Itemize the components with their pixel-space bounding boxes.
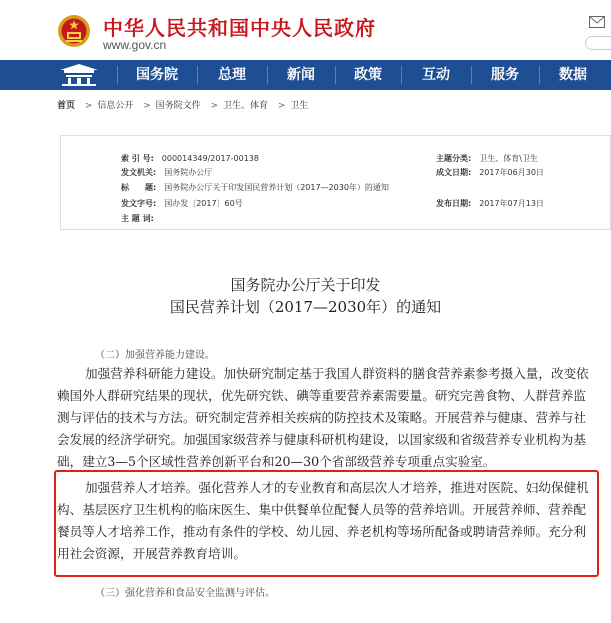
info-label: 成文日期: <box>436 168 472 177</box>
info-label: 索 引 号: <box>121 154 154 163</box>
page-title: 国务院办公厅关于印发 <box>230 276 381 294</box>
info-value: 2017年07月13日 <box>479 199 544 208</box>
breadcrumb <box>57 98 310 111</box>
breadcrumb-health-sports[interactable]: 卫生、体育 <box>222 101 268 111</box>
mail-icon[interactable] <box>589 16 605 28</box>
info-issuer <box>121 167 212 178</box>
info-value: 卫生、体育\卫生 <box>479 154 538 163</box>
article-paragraph: 加强营养科研能力建设。加快研究制定基于我国人群资料的膳食营养素参考摄入量，改变依赖国外人群研究结果的现状，优先研究铁、碘等重要营养素需要量。研究完善食物、人群营养监测与评估的技术与方法。研究制定营养相关疾病的防控技术及策略。开展营养与健康、营养与社会发展的经济学研究。加强国家级营养与健康科研机构建设，以国家级和省级营养专业机构为基础，建立3—5个区域性营养创新平台和20—30个省部级营养专项重点实验室。 <box>57 366 589 469</box>
info-label: 标 题: <box>121 183 157 192</box>
chevron-right-icon: > <box>143 101 151 111</box>
site-header <box>0 0 611 58</box>
nav-item-interaction[interactable]: 互动 <box>422 67 450 83</box>
breadcrumb-info-disclosure[interactable]: 信息公开 <box>97 101 134 111</box>
breadcrumb-home[interactable]: 首页 <box>57 101 76 111</box>
chevron-right-icon: > <box>277 101 286 111</box>
info-doc-number <box>121 198 243 209</box>
info-value: 国务院办公厅关于印发国民营养计划（2017—2030年）的通知 <box>164 183 389 192</box>
nav-item-state-council[interactable]: 国务院 <box>136 67 178 83</box>
breadcrumb-health[interactable]: 卫生 <box>290 101 309 111</box>
info-label: 发文字号: <box>121 199 157 208</box>
info-value: 国办发〔2017〕60号 <box>164 199 243 208</box>
section-heading: （二）加强营养能力建设。 <box>95 350 215 361</box>
site-url[interactable]: www.gov.cn <box>103 38 167 52</box>
info-topic <box>436 153 538 164</box>
nav-item-news[interactable]: 新闻 <box>287 67 315 83</box>
info-title <box>121 182 389 193</box>
site-title[interactable]: 中华人民共和国中央人民政府 <box>103 16 376 40</box>
section-heading: （三）强化营养和食品安全监测与评估。 <box>95 588 275 599</box>
nav-item-data[interactable]: 数据 <box>559 67 587 83</box>
info-value: 国务院办公厅 <box>164 168 213 177</box>
chevron-right-icon: > <box>210 101 219 111</box>
info-value: 2017年06月30日 <box>479 168 544 177</box>
info-keywords <box>121 213 154 224</box>
page-subtitle: 国民营养计划（2017—2030年）的通知 <box>169 298 442 316</box>
info-written-date <box>436 167 544 178</box>
info-index <box>121 153 259 164</box>
article-paragraph-highlighted: 加强营养人才培养。强化营养人才的专业教育和高层次人才培养，推进对医院、妇幼保健机构、基层医疗卫生机构的临床医生、集中供餐单位配餐人员等的营养培训。开展营养师、营养配餐员等人才培养工作，推动有条件的学校、幼儿园、养老机构等场所配备或聘请营养师。充分利用社会资源，开展营养教育培训。 <box>57 480 589 561</box>
tiananmen-home-icon[interactable] <box>50 62 108 88</box>
info-label: 发文机关: <box>121 168 157 177</box>
nav-item-premier[interactable]: 总理 <box>218 67 246 83</box>
search-input[interactable] <box>585 36 611 50</box>
breadcrumb-state-council-docs[interactable]: 国务院文件 <box>155 101 201 111</box>
nav-item-policy[interactable]: 政策 <box>354 67 382 83</box>
national-emblem-icon[interactable] <box>57 13 91 49</box>
nav-item-services[interactable]: 服务 <box>491 67 519 83</box>
info-label: 主题分类: <box>436 154 472 163</box>
info-label: 发布日期: <box>436 199 472 208</box>
chevron-right-icon: > <box>84 101 93 111</box>
info-label: 主 题 词: <box>121 214 154 223</box>
highlight-box <box>54 470 599 577</box>
main-nav <box>0 60 611 90</box>
document-info-box <box>60 135 611 230</box>
info-value: 000014349/2017-00138 <box>161 154 259 163</box>
info-publish-date <box>436 198 544 209</box>
